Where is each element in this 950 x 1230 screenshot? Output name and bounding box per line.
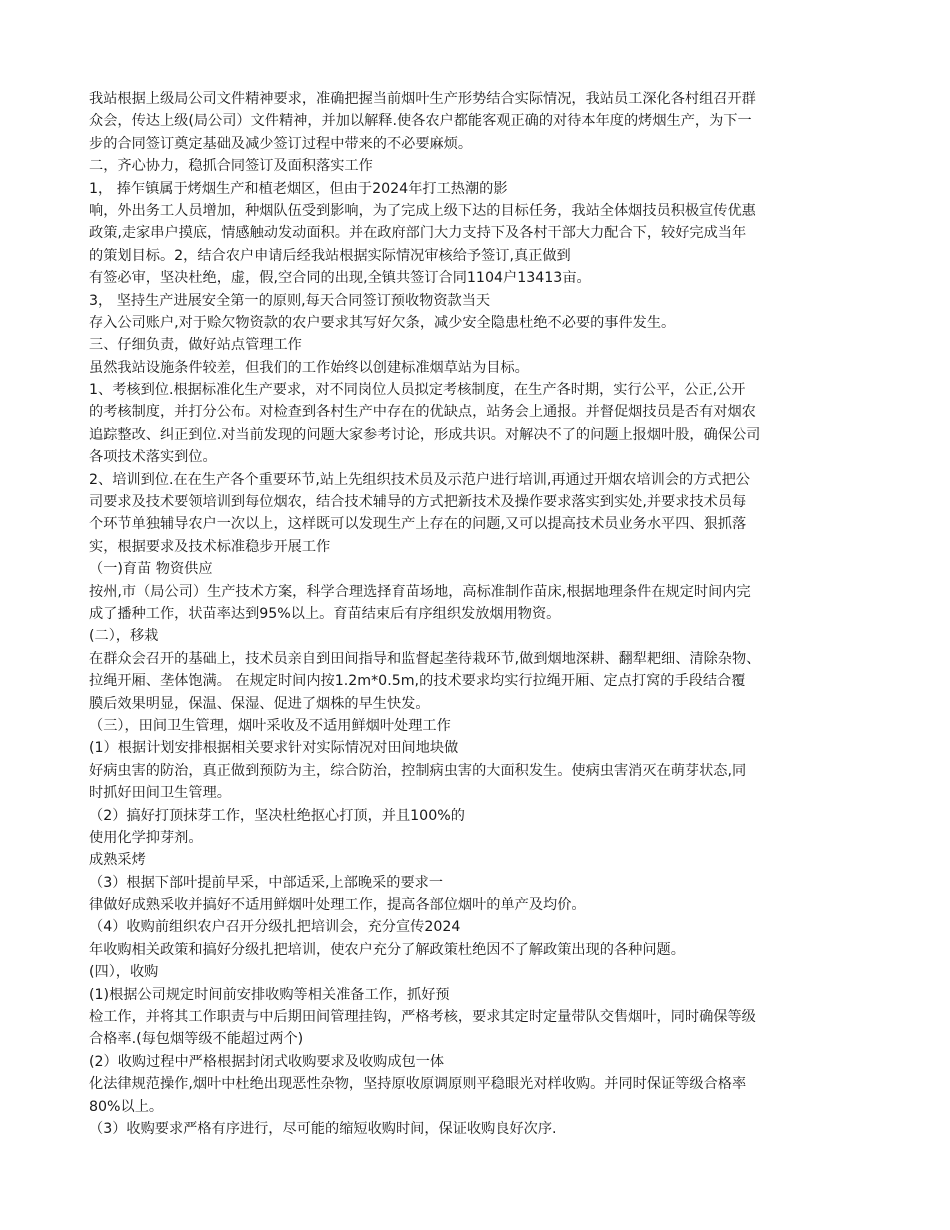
text-line: 三、仔细负责，做好站点管理工作	[89, 337, 302, 354]
text-line: 年收购相关政策和搞好分级扎把培训，使农户充分了解政策杜绝因不了解政策出现的各种问题。	[89, 941, 685, 958]
text-line: (2）收购过程中严格根据封闭式收购要求及收购成包一体	[89, 1053, 445, 1070]
text-line: 众会，传达上级(局公司）文件精神，并加以解释.使各农户都能客观正确的对待本年度的烤烟生产，为下一	[89, 113, 752, 130]
text-line: 成了播种工作，状苗率达到95%以上。育苗结束后有序组织发放烟用物资。	[89, 605, 561, 622]
text-line: （3）收购要求严格有序进行，尽可能的缩短收购时间，保证收购良好次序.	[89, 1120, 557, 1137]
text-line: 使用化学抑芽剂。	[89, 829, 203, 846]
text-line: 虽然我站设施条件较差，但我们的工作始终以创建标准烟草站为目标。	[89, 359, 529, 376]
text-line: 80%以上。	[89, 1098, 164, 1115]
text-line: 的考核制度，并打分公布。对检查到各村生产中存在的优缺点，站务会上通报。并督促烟技员是否有对烟农	[89, 404, 756, 421]
text-line: (二），移栽	[89, 628, 159, 645]
text-line: （三），田间卫生管理，烟叶采收及不适用鲜烟叶处理工作	[89, 717, 451, 734]
text-line: 政策,走家串户摸底，情感触动发动面积。并在政府部门大力支持下及各村干部大力配合下，较好完成当年	[89, 225, 747, 242]
text-line: （2）搞好打顶抹芽工作，坚决杜绝抠心打顶，并且100%的	[89, 807, 465, 824]
text-line: 各项技术落实到位。	[89, 449, 217, 466]
text-line: 存入公司账户,对于赊欠物资款的农户要求其写好欠条，减少安全隐患杜绝不必要的事件发生。	[89, 314, 676, 331]
text-line: 步的合同签订奠定基础及减少签订过程中带来的不必要麻烦。	[89, 135, 473, 152]
text-line: 追踪整改、纠正到位.对当前发现的问题大家参考讨论，形成共识。对解决不了的问题上报烟叶股，确保公司	[89, 426, 761, 443]
text-line: 合格率.(每包烟等级不能超过两个)	[89, 1031, 304, 1048]
text-line: 膜后效果明显，保温、保湿、促进了烟株的早生快发。	[89, 695, 430, 712]
text-line: 司要求及技术要领培训到每位烟农，结合技术辅导的方式把新技术及操作要求落实到实处,并要求技术员每	[89, 494, 747, 511]
text-line: (1）根据计划安排根据相关要求针对实际情况对田间地块做	[89, 740, 459, 757]
text-line: 二，齐心协力，稳抓合同签订及面积落实工作	[89, 158, 373, 175]
text-line: 响，外出务工人员增加，种烟队伍受到影响，为了完成上级下达的目标任务，我站全体烟技员积极宣传优惠	[89, 202, 756, 219]
text-line: 有签必审，坚决杜绝，虚，假,空合同的出现,全镇共签订合同1104户13413亩。	[89, 270, 591, 287]
text-line: 实，根据要求及技术标准稳步开展工作	[89, 538, 331, 555]
text-line: （一)育苗 物资供应	[89, 561, 213, 578]
text-line: 个环节单独辅导农户一次以上，这样既可以发现生产上存在的问题,又可以提高技术员业务水平四、狠抓落	[89, 516, 747, 533]
text-line: 在群众会召开的基础上，技术员亲自到田间指导和监督起垄待栽环节,做到烟地深耕、翻犁耙细、清除杂物、	[89, 650, 761, 667]
text-line: 我站根据上级局公司文件精神要求，准确把握当前烟叶生产形势结合实际情况，我站员工深化各村组召开群	[89, 91, 756, 107]
text-line: 的策划目标。2，结合农户申请后经我站根据实际情况审核给予签订,真正做到	[89, 247, 571, 264]
text-line: 拉绳开厢、垄体饱满。 在规定时间内按1.2m*0.5m,的技术要求均实行拉绳开厢、定点打窝的手段结合覆	[89, 673, 746, 690]
text-line: 律做好成熟采收并搞好不适用鲜烟叶处理工作，提高各部位烟叶的单产及均价。	[89, 897, 586, 914]
text-line: 检工作，并将其工作职责与中后期田间管理挂钩，严格考核，要求其定时定量带队交售烟叶，同时确保等级	[89, 1009, 756, 1026]
text-line: 2、培训到位.在在生产各个重要环节,站上先组织技术员及示范户进行培训,再通过开烟农培训会的方式把公	[89, 471, 750, 488]
text-line: 化法律规范操作,烟叶中杜绝出现恶性杂物，坚持原收原调原则平稳眼光对样收购。并同时保证等级合格率	[89, 1076, 747, 1093]
text-line: 3， 坚持生产进展安全第一的原则,每天合同签订预收物资款当天	[89, 292, 491, 309]
document-body	[89, 88, 864, 1140]
text-line: 1， 捧乍镇属于烤烟生产和植老烟区，但由于2024年打工热潮的影	[89, 180, 508, 197]
text-line: 按州,市（局公司）生产技术方案，科学合理选择育苗场地，高标准制作苗床,根据地理条件在规定时间内完	[89, 583, 751, 600]
text-line: （3）根据下部叶提前早采，中部适采,上部晚采的要求一	[89, 874, 444, 891]
text-line: (1)根据公司规定时间前安排收购等相关准备工作，抓好预	[89, 986, 450, 1003]
text-line: 1、考核到位.根据标准化生产要求，对不同岗位人员拟定考核制度，在生产各时期，实行公平，公正,公开	[89, 382, 746, 399]
text-line: 时抓好田间卫生管理。	[89, 785, 231, 802]
text-line: 成熟采烤	[89, 852, 146, 869]
text-line: (四），收购	[89, 964, 159, 981]
text-line: （4）收购前组织农户召开分级扎把培训会，充分宣传2024	[89, 919, 461, 936]
text-line: 好病虫害的防治，真正做到预防为主，综合防治，控制病虫害的大面积发生。使病虫害消灭在萌芽状态,同	[89, 762, 747, 779]
